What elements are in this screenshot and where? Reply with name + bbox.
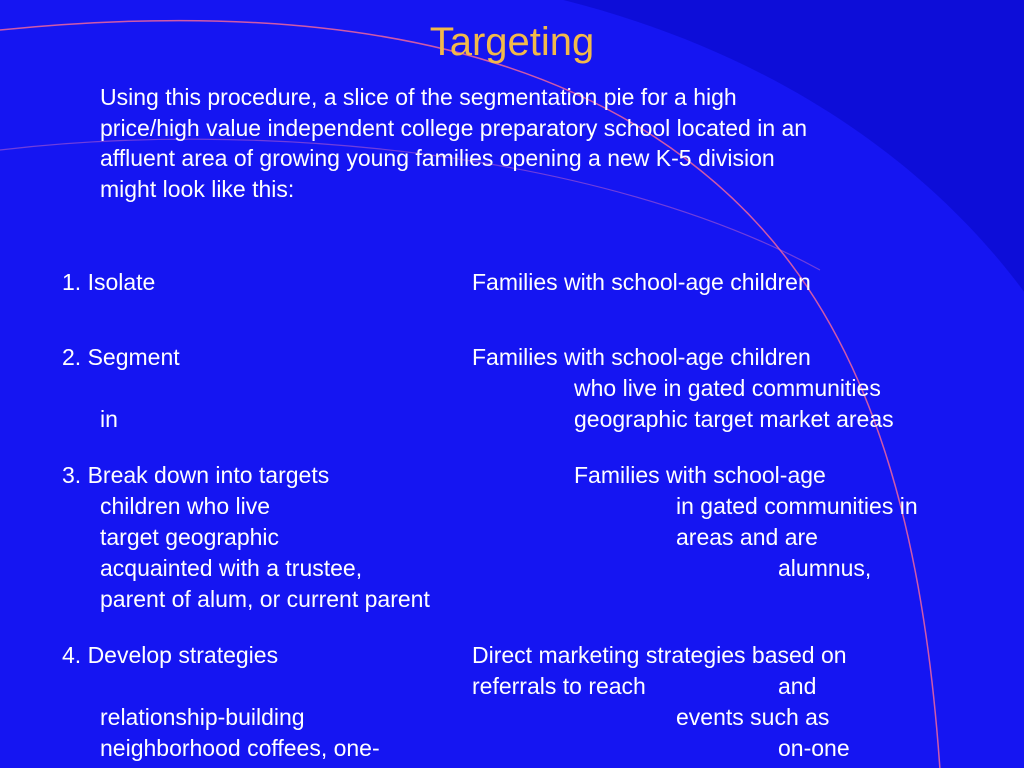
step-continuation: in gated communities in [676,493,918,519]
step-description: Families with school-age children [472,344,811,370]
step-continuation: referrals to reach [472,673,646,699]
step-continuation: geographic target market areas [574,406,894,432]
step-label: 2. Segment [62,344,180,370]
step-description: Direct marketing strategies based on [472,642,847,668]
step-continuation: parent of alum, or current parent [100,586,430,612]
step-description: Families with school-age [574,462,826,488]
step-label: 4. Develop strategies [62,642,279,668]
slide-title: Targeting [429,20,595,64]
step-continuation: acquainted with a trustee, [100,555,363,581]
step-continuation: alumnus, [778,555,872,581]
step-label: 1. Isolate [62,269,156,295]
step-label: 3. Break down into targets [62,462,330,488]
intro-line: might look like this: [100,176,295,202]
step-continuation: neighborhood coffees, one- [100,735,380,761]
intro-line: price/high value independent college preparatory school located in an [100,115,808,141]
step-description: Families with school-age children [472,269,811,295]
step-continuation: in [100,406,118,432]
step-continuation: who live in gated communities [574,375,881,401]
intro-line: Using this procedure, a slice of the segmentation pie for a high [100,84,737,110]
step-continuation: relationship-building [100,704,305,730]
step-continuation: target geographic [100,524,280,550]
step-continuation: children who live [100,493,271,519]
step-continuation: events such as [676,704,830,730]
step-continuation: on-one [778,735,850,761]
step-continuation: and [778,673,817,699]
step-continuation: areas and are [676,524,818,550]
intro-line: affluent area of growing young families opening a new K-5 division [100,145,775,171]
